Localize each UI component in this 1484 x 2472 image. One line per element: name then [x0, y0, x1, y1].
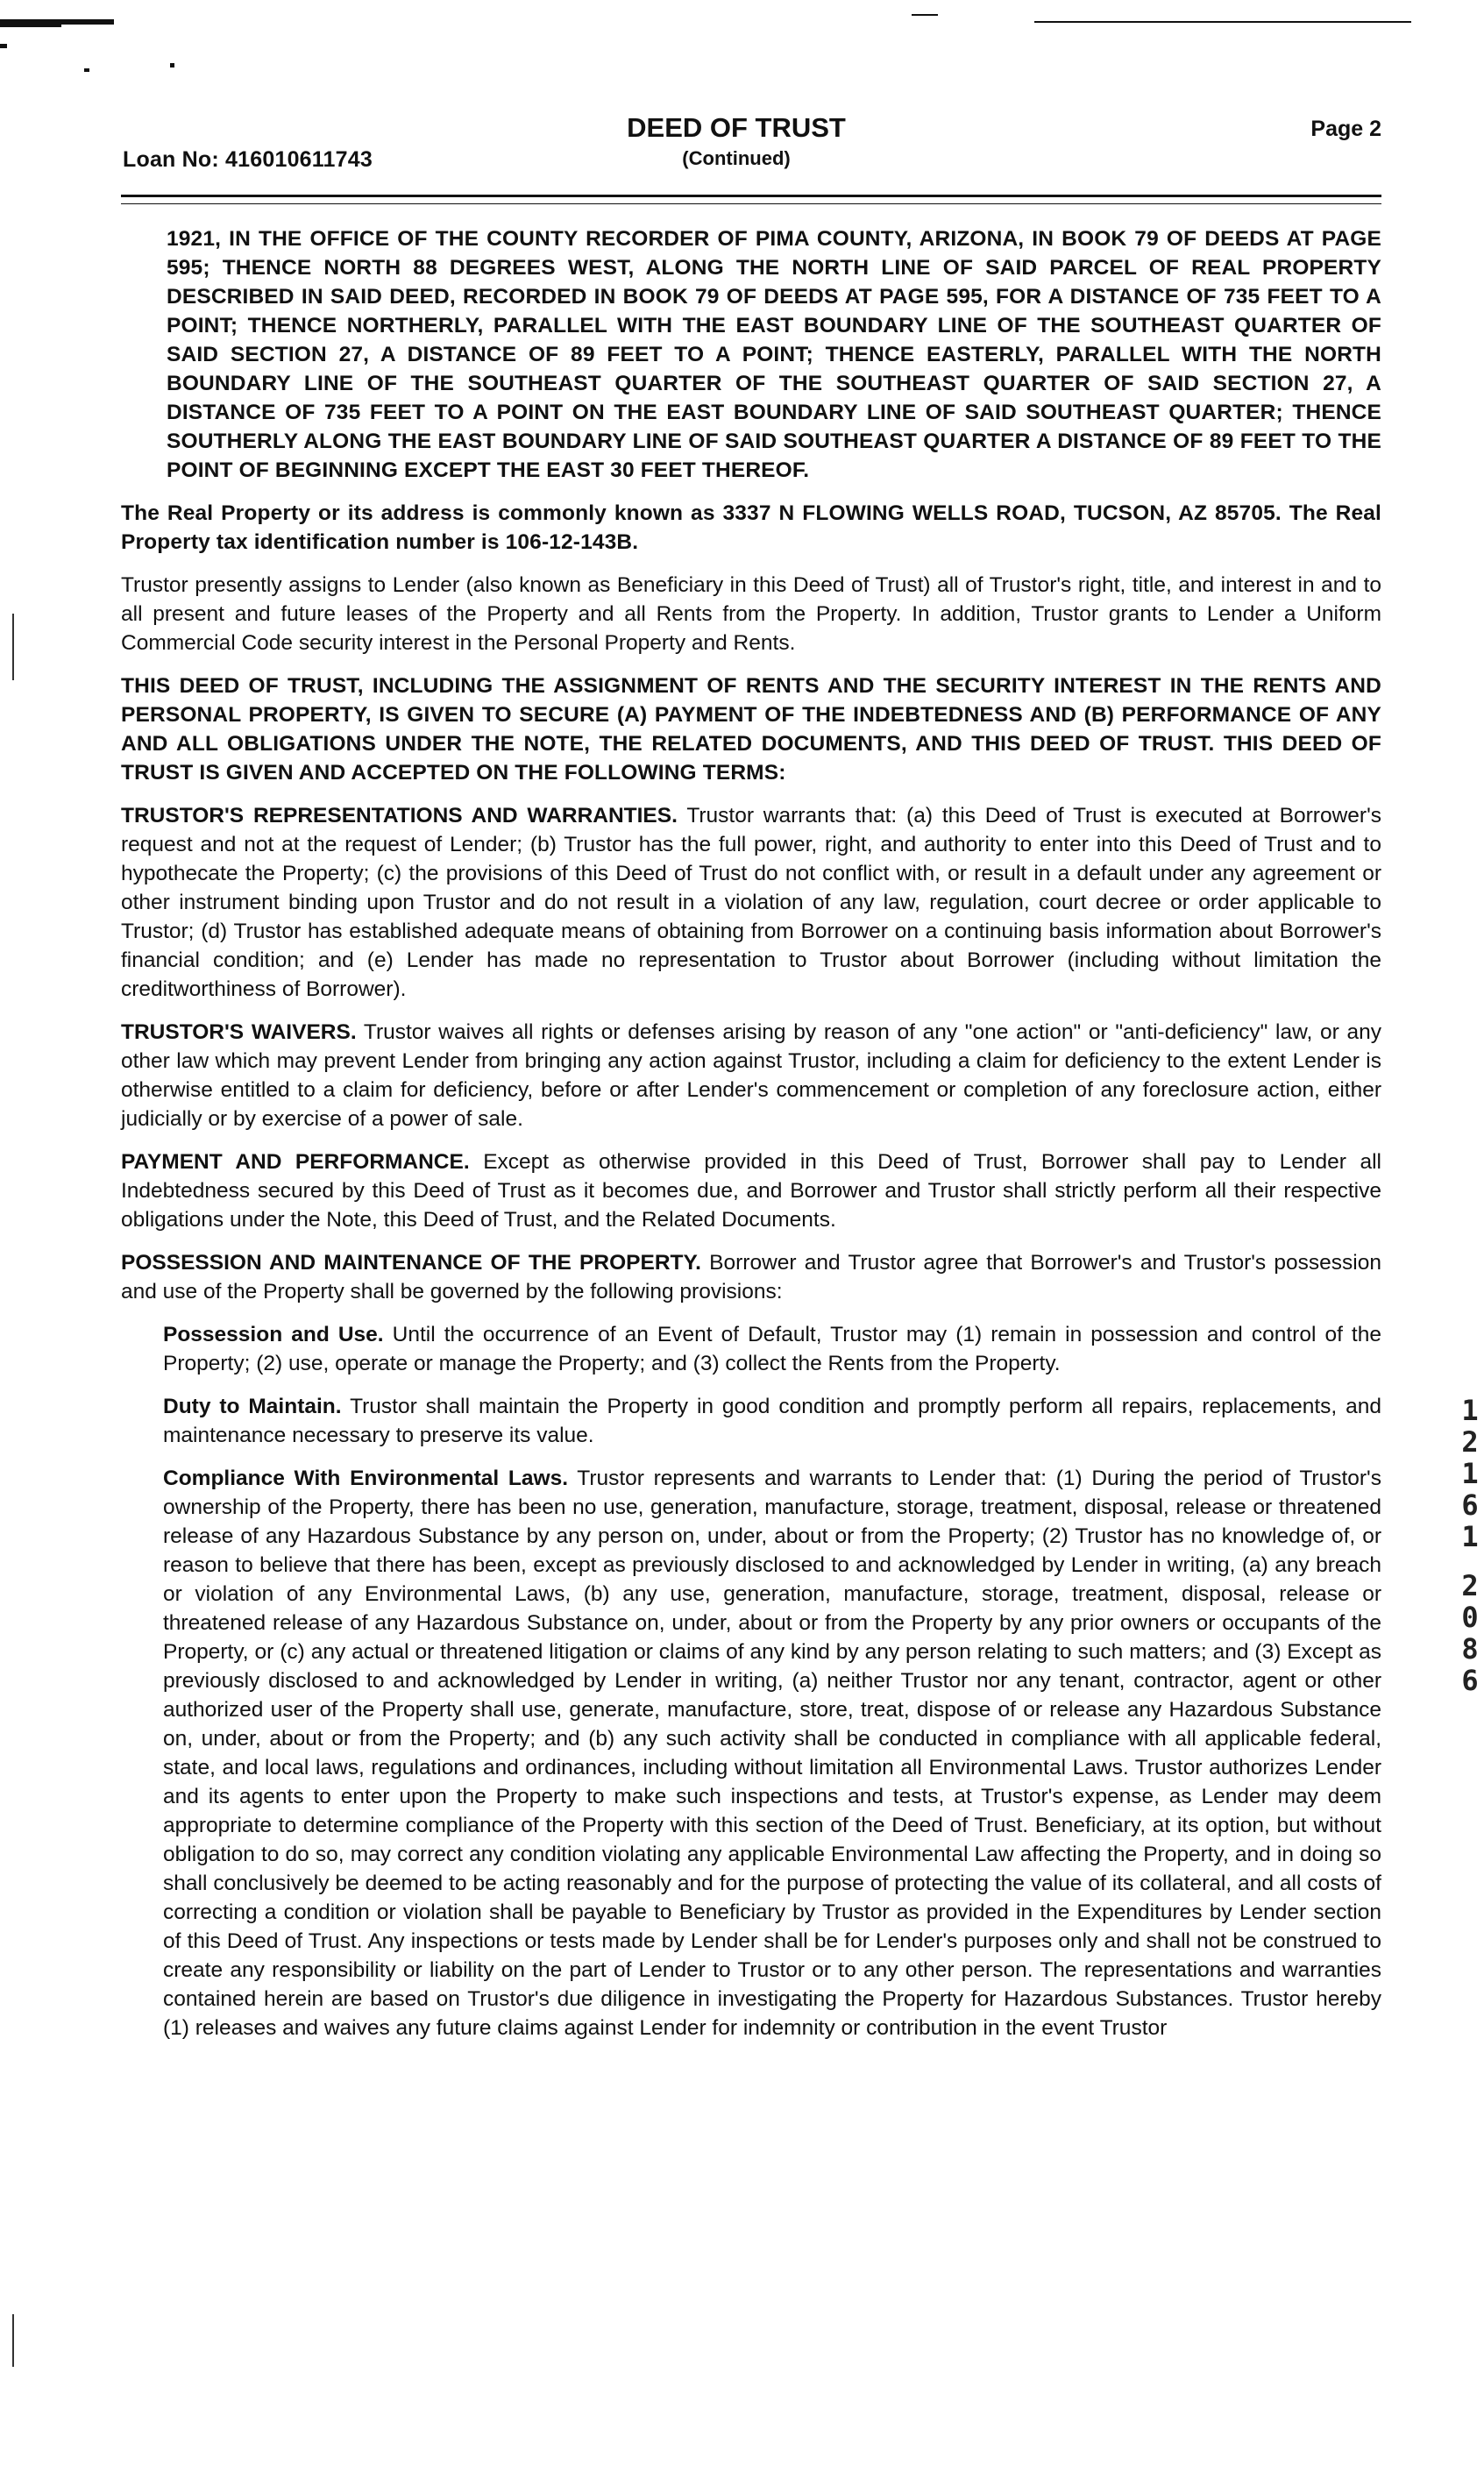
- recording-stamp-digit: 2: [1461, 1569, 1479, 1602]
- section-heading: PAYMENT AND PERFORMANCE.: [121, 1150, 470, 1174]
- scan-edge-line: [12, 614, 14, 680]
- document-title: DEED OF TRUST: [627, 112, 846, 143]
- duty-maintain-subsection: [121, 1392, 1381, 1450]
- recording-stamp-digit: 0: [1461, 1601, 1479, 1634]
- section-text: Borrower and Trustor agree that Borrower's and Trustor's possession and use of the Property shall be governed by the following provisions:: [121, 1251, 1381, 1303]
- subsection-heading: Compliance With Environmental Laws.: [163, 1467, 569, 1490]
- scan-artifact: [1034, 21, 1411, 23]
- section-heading: TRUSTOR'S REPRESENTATIONS AND WARRANTIES.: [121, 804, 678, 828]
- recording-stamp-digit: 8: [1461, 1632, 1479, 1666]
- subsection-heading: Possession and Use.: [163, 1323, 384, 1346]
- recording-stamp-digit: 1: [1461, 1457, 1479, 1490]
- scan-artifact: [170, 63, 174, 67]
- recording-stamp-digit: 1: [1461, 1394, 1479, 1427]
- payment-section: [121, 1147, 1381, 1234]
- legal-description: 1921, IN THE OFFICE OF THE COUNTY RECORDER OF PIMA COUNTY, ARIZONA, IN BOOK 79 OF DEEDS AT PAGE 595; THENCE NORTH 88 DEGREES WEST, ALONG THE NORTH LINE OF SAID PARCEL OF REAL PROPERTY DESCRIBED IN SAID DEED, RECORDED IN BOOK 79 OF DEEDS AT PAGE 595, FOR A DISTANCE OF 735 FEET TO A POINT; THENCE NORTHERLY, PARALLEL WITH THE EAST BOUNDARY LINE OF THE SOUTHEAST QUARTER OF SAID SECTION 27, A DISTANCE OF 89 FEET TO A POINT; THENCE EASTERLY, PARALLEL WITH THE NORTH BOUNDARY LINE OF THE SOUTHEAST QUARTER OF THE SOUTHEAST QUARTER OF SAID SECTION 27, A DISTANCE OF 735 FEET TO A POINT ON THE EAST BOUNDARY LINE OF SAID SOUTHEAST QUARTER; THENCE SOUTHERLY ALONG THE EAST BOUNDARY LINE OF SAID SOUTHEAST QUARTER A DISTANCE OF 89 FEET TO THE POINT OF BEGINNING EXCEPT THE EAST 30 FEET THEREOF.: [167, 227, 1381, 482]
- subsection-text: Trustor shall maintain the Property in good condition and promptly perform all repairs, replacements, and maintenance necessary to preserve its value.: [163, 1395, 1382, 1447]
- waivers-section: [121, 1018, 1381, 1133]
- scan-artifact: [912, 14, 938, 16]
- section-text: Trustor waives all rights or defenses arising by reason of any "one action" or "anti-deficiency" law, or any other law which may prevent Lender from bringing any action against Trustor, including a claim for deficiency to the extent Lender is otherwise entitled to a claim for deficiency, before or after Lender's commencement or completion of any foreclosure action, either judicially or by exercise of a power of sale.: [121, 1020, 1381, 1131]
- subsection-text: Until the occurrence of an Event of Default, Trustor may (1) remain in possession and control of the Property; (2) use, operate or manage the Property; and (3) collect the Rents from the Property.: [163, 1323, 1381, 1375]
- possession-section: [121, 1248, 1381, 1306]
- document-body: [121, 224, 1381, 2056]
- recording-stamp-digit: 6: [1461, 1664, 1479, 1697]
- section-text: Trustor warrants that: (a) this Deed of Trust is executed at Borrower's request and not at the request of Lender; (b) Trustor has the full power, right, and authority to enter into this Deed of Trust and to hypothecate the Property; (c) the provisions of this Deed of Trust do not conflict with, or result in a default under any agreement or other instrument binding upon Trustor and do not result in a violation of any law, regulation, court decree or order applicable to Trustor; (d) Trustor has established adequate means of obtaining from Borrower on a continuing basis information about Borrower's financial condition; and (e) Lender has made no representation to Trustor about Borrower (including without limitation the creditworthiness of Borrower).: [121, 804, 1381, 1001]
- scan-edge-line: [12, 2314, 14, 2367]
- scan-artifact: [0, 25, 61, 27]
- header-rule-thin: [121, 203, 1381, 204]
- recording-stamp-digit: 6: [1461, 1488, 1479, 1522]
- recording-stamp-digit: 2: [1461, 1425, 1479, 1459]
- header-rule: [121, 195, 1381, 197]
- recording-stamp-digit: 1: [1461, 1520, 1479, 1553]
- section-heading: TRUSTOR'S WAIVERS.: [121, 1020, 357, 1044]
- scan-artifact: [84, 68, 89, 72]
- section-heading: POSSESSION AND MAINTENANCE OF THE PROPERTY.: [121, 1251, 701, 1275]
- possession-use-subsection: [121, 1320, 1381, 1378]
- scan-artifact: [0, 44, 7, 48]
- page-number: Page 2: [1310, 117, 1381, 141]
- environmental-subsection: [121, 1464, 1381, 2042]
- property-address: The Real Property or its address is commonly known as 3337 N FLOWING WELLS ROAD, TUCSON, AZ 85705. The Real Property tax identification number is 106-12-143B.: [121, 501, 1381, 554]
- document-subtitle: (Continued): [682, 147, 791, 169]
- loan-number: Loan No: 416010611743: [123, 147, 373, 172]
- subsection-heading: Duty to Maintain.: [163, 1395, 342, 1418]
- assignment-paragraph: Trustor presently assigns to Lender (also known as Beneficiary in this Deed of Trust) all of Trustor's right, title, and interest in and to all present and future leases of the Property and all Rents from the Property. In addition, Trustor grants to Lender a Uniform Commercial Code security interest in the Personal Property and Rents.: [121, 573, 1381, 655]
- representations-section: [121, 801, 1381, 1004]
- subsection-text: Trustor represents and warrants to Lender that: (1) During the period of Trustor's ownership of the Property, there has been no use, generation, manufacture, storage, treatment, disposal, release or threatened release of any Hazardous Substance by any person on, under, about or from the Property; (2) Trustor has no knowledge of, or reason to believe that there has been, except as previously disclosed to and acknowledged by Lender in writing, (a) any breach or violation of any Environmental Laws, (b) any use, generation, manufacture, storage, treatment, disposal, release or threatened release of any Hazardous Substance on, under, about or from the Property by any prior owners or occupants of the Property, or (c) any actual or threatened litigation or claims of any kind by any person relating to such matters; and (3) Except as previously disclosed to and acknowledged by Lender in writing, (a) neither Trustor nor any tenant, contractor, agent or other authorized user of the Property shall use, generate, manufacture, store, treat, dispose of or release any Hazardous Substance on, under, about or from the Property; and (b) any such activity shall be conducted in compliance with all applicable federal, state, and local laws, regulations and ordinances, including without limitation all Environmental Laws. Trustor authorizes Lender and its agents to enter upon the Property to make such inspections and tests, at Trustor's expense, as Lender may deem appropriate to determine compliance of the Property with this section of the Deed of Trust. Beneficiary, at its option, but without obligation to do so, may correct any condition violating any applicable Environmental Law affecting the Property, and in doing so shall conclusively be deemed to be acting reasonably and for the purpose of protecting the value of its collateral, and all costs of correcting a condition or violation shall be payable to Beneficiary by Trustor as provided in the Expenditures by Lender section of this Deed of Trust. Any inspections or tests made by Lender shall be for Lender's purposes only and shall not be construed to create any responsibility or liability on the part of Lender to Trustor or to any other person. The representations and warranties contained herein are based on Trustor's due diligence in investigating the Property for Hazardous Substances. Trustor hereby (1) releases and waives any future claims against Lender for indemnity or contribution in the event Trustor: [163, 1467, 1381, 2040]
- security-notice: THIS DEED OF TRUST, INCLUDING THE ASSIGNMENT OF RENTS AND THE SECURITY INTEREST IN THE RENTS AND PERSONAL PROPERTY, IS GIVEN TO SECURE (A) PAYMENT OF THE INDEBTEDNESS AND (B) PERFORMANCE OF ANY AND ALL OBLIGATIONS UNDER THE NOTE, THE RELATED DOCUMENTS, AND THIS DEED OF TRUST. THIS DEED OF TRUST IS GIVEN AND ACCEPTED ON THE FOLLOWING TERMS:: [121, 674, 1381, 785]
- section-text: Except as otherwise provided in this Deed of Trust, Borrower shall pay to Lender all Indebtedness secured by this Deed of Trust as it becomes due, and Borrower and Trustor shall strictly perform all their respective obligations under the Note, this Deed of Trust, and the Related Documents.: [121, 1150, 1381, 1232]
